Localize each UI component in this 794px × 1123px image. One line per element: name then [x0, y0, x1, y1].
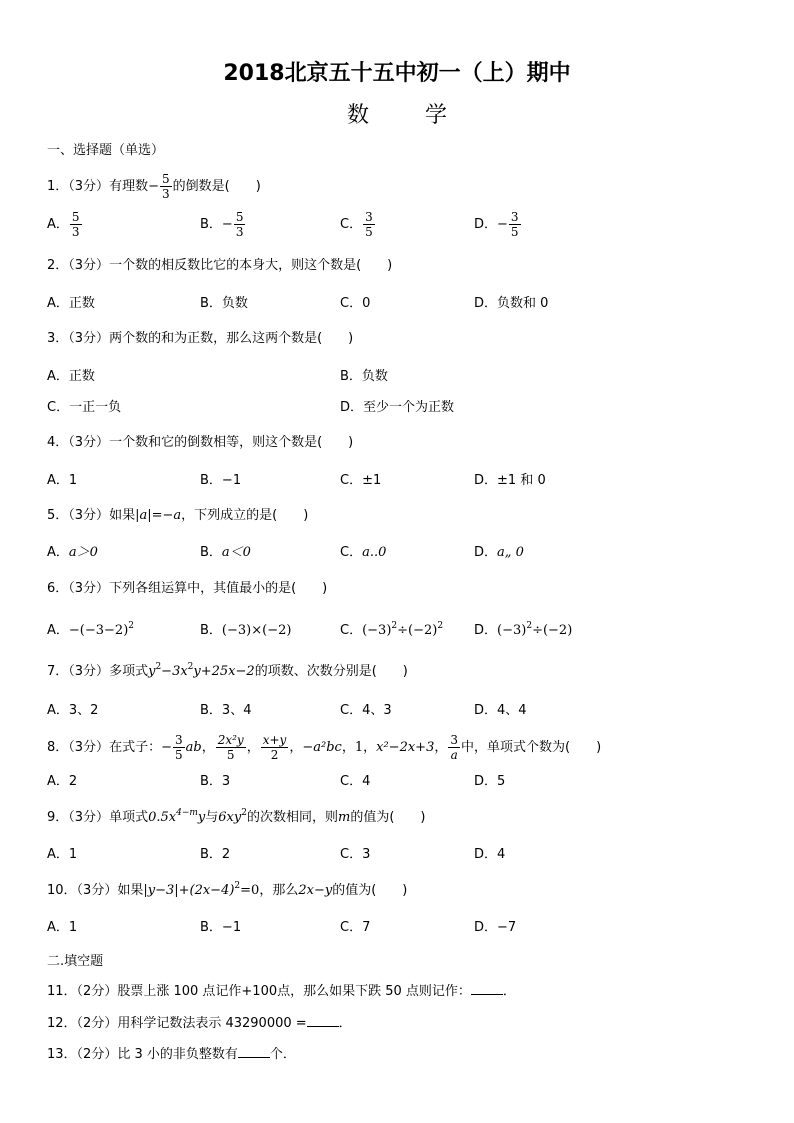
q3-option-c: C．一正一负 — [47, 400, 122, 415]
subject-char-2: 学 — [425, 103, 448, 128]
q7-option-c: C．4、3 — [340, 703, 392, 718]
q9-option-d: D．4 — [474, 847, 506, 862]
q5-option-c: C．a..0 — [340, 545, 387, 560]
q8-option-b: B．3 — [200, 774, 231, 789]
q9-option-c: C．3 — [340, 847, 371, 862]
q5-option-d: D．a„ 0 — [474, 545, 524, 560]
answer-blank[interactable] — [238, 1045, 270, 1058]
question-13: 13．（2分）比 3 小的非负整数有 个． — [47, 1047, 296, 1062]
q10-option-d: D．−7 — [474, 920, 517, 935]
q3-option-d: D．至少一个为正数 — [340, 400, 455, 415]
question-2: 2．（3分）一个数的相反数比它的本身大，则这个数是( ) — [47, 258, 393, 273]
q7-option-a: A．3、2 — [47, 703, 99, 718]
q6-option-b: B．(−3)×(−2) — [200, 623, 292, 638]
q2-option-b: B．负数 — [200, 296, 248, 311]
q8-option-d: D．5 — [474, 774, 506, 789]
q1-option-c: C． $\frac{3}{5}$ — [340, 210, 373, 239]
page-title: 2018北京五十五中初一（上）期中 — [223, 61, 571, 86]
q1-option-b: B．− $\frac{5}{3}$ — [200, 210, 244, 239]
question-8: 8．（3分）在式子：− $\frac{3}{5}$ ab， $\frac{\text{2x²y}}{5}$ ， $\frac{x+y}{2}$ ，−a²bc，1，x²−2x+3， $\frac{3}{a}$ 中，单项式个数为( ) — [47, 733, 602, 762]
question-6: 6．（3分）下列各组运算中，其值最小的是( ) — [47, 581, 328, 596]
q7-option-d: D．4、4 — [474, 703, 527, 718]
q1-option-d: D．− $\frac{3}{5}$ — [474, 210, 519, 239]
question-7: 7．（3分）多项式$y^2-3x^2y+25x-2$的项数、次数分别是( ) — [47, 662, 408, 679]
answer-blank[interactable] — [307, 1014, 339, 1027]
q6-option-d: D．$(-3)^2\div(-2)$ — [474, 621, 573, 638]
q3-option-a: A．正数 — [47, 369, 95, 384]
q2-option-d: D．负数和 0 — [474, 296, 549, 311]
q4-option-b: B．−1 — [200, 473, 242, 488]
question-12: 12．（2分）用科学记数法表示 43290000 = ． — [47, 1016, 352, 1031]
q3-option-b: B．负数 — [340, 369, 388, 384]
q9-option-b: B．2 — [200, 847, 231, 862]
q4-option-d: D．±1 和 0 — [474, 473, 546, 488]
q6-option-a: A．$-(-3-2)^2$ — [47, 621, 135, 638]
page-subtitle — [0, 98, 794, 129]
q10-option-a: A．1 — [47, 920, 78, 935]
question-3: 3．（3分）两个数的和为正数，那么这两个数是( ) — [47, 331, 354, 346]
question-1: 1．（3分）有理数− $\frac{5}{3}$ 的倒数是( ) — [47, 172, 261, 201]
answer-blank[interactable] — [471, 982, 503, 995]
question-4: 4．（3分）一个数和它的倒数相等，则这个数是( ) — [47, 435, 354, 450]
q4-option-a: A．1 — [47, 473, 78, 488]
question-5: 5．（3分）如果|a|=−a，下列成立的是( ) — [47, 508, 309, 523]
subject-char-1: 数 — [346, 103, 369, 128]
q8-option-c: C．4 — [340, 774, 371, 789]
q10-option-b: B．−1 — [200, 920, 242, 935]
q1-fraction: $\frac{5}{3}$ — [161, 172, 170, 201]
q2-option-a: A．正数 — [47, 296, 95, 311]
question-10: 10．（3分）如果$|y-3|+(2x-4)^2=0$，那么2x−y的值为( ) — [47, 881, 408, 898]
q9-option-a: A．1 — [47, 847, 78, 862]
question-9: 9．（3分）单项式$0.5x^{4-m}y$与$6xy^2$的次数相同，则m的值为( ) — [47, 808, 426, 825]
q5-option-b: B．a＜0 — [200, 545, 251, 560]
q7-option-b: B．3、4 — [200, 703, 252, 718]
q1-option-a: A． $\frac{5}{3}$ — [47, 210, 80, 239]
section-fill-heading: 二.填空题 — [47, 954, 104, 969]
q10-option-c: C．7 — [340, 920, 371, 935]
q8-option-a: A．2 — [47, 774, 78, 789]
section-choice-heading: 一、选择题（单选） — [47, 143, 165, 158]
q4-option-c: C．±1 — [340, 473, 382, 488]
q5-option-a: A．a＞0 — [47, 545, 98, 560]
question-11: 11．（2分）股票上涨 100 点记作+100点，那么如果下跌 50 点则记作： ． — [47, 984, 516, 999]
q2-option-c: C．0 — [340, 296, 371, 311]
q6-option-c: C．$(-3)^2\div(-2)^2$ — [340, 621, 444, 638]
